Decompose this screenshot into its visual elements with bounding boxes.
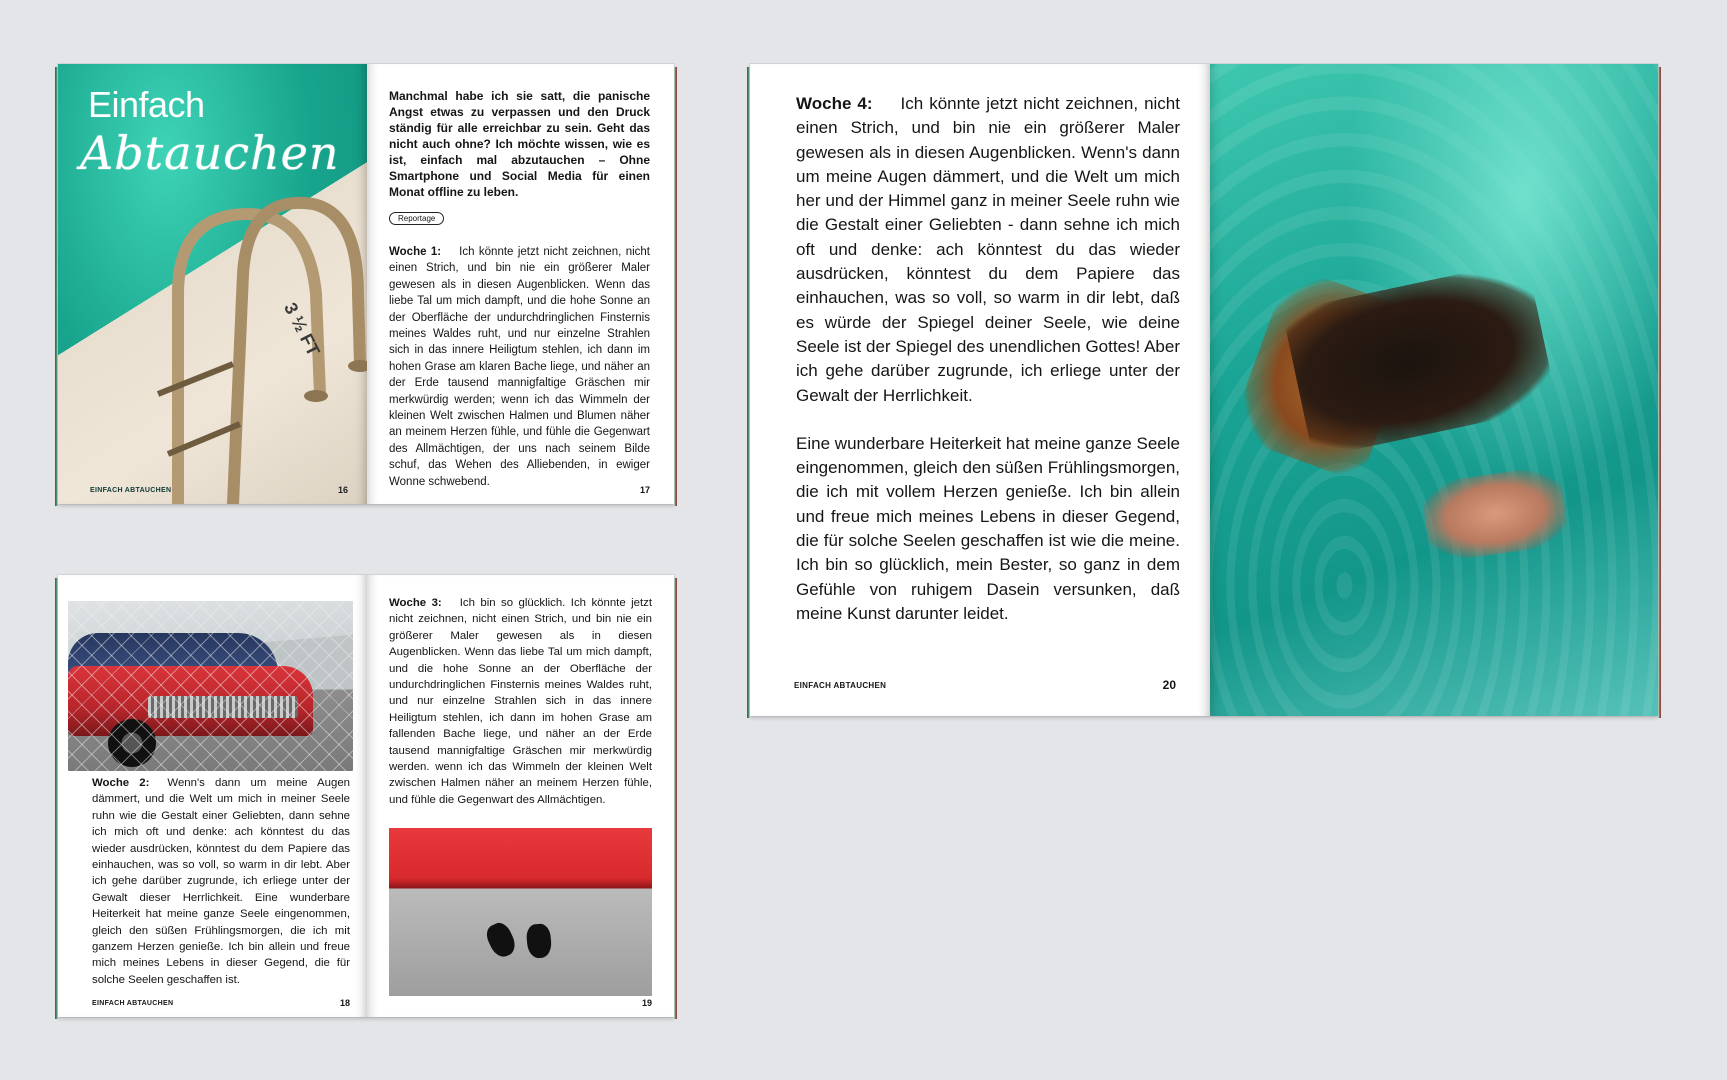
running-footer: EINFACH ABTAUCHEN (90, 487, 172, 494)
swimmer-figure (1255, 244, 1575, 484)
page-number-left: 16 (338, 485, 349, 495)
running-footer: EINFACH ABTAUCHEN (92, 1000, 174, 1007)
article-lead: Manchmal habe ich sie satt, die panische Angst etwas zu verpassen und den Druck ständig für alle erreichbar zu sein. Geht das nicht auch ohne? Ich möchte wissen, wie es ist, einfach mal abzutauchen – Ohne Smartphone und Social Media für einen Monat offline zu leben. (389, 89, 650, 199)
magazine-spread-page-20 (750, 64, 1658, 716)
reportage-tag: Reportage (389, 212, 444, 225)
week1-paragraph (389, 244, 650, 490)
pool-ladder-photo-page (58, 64, 367, 504)
chain-link-fence (68, 601, 353, 771)
week3-text: Ich bin so glücklich. Ich könnte jetzt nicht zeichnen, nicht einen Strich, und bin nie ein größerer Maler gewesen als in diesen Augenblicken. Wenn das liebe Tal um mich dampft, und die hohe Sonne an der Oberfläche der undurchdringlichen Finsternis meines Waldes ruht, und nur einzelne Strahlen sich in das innere Heiligtum stehlen, ich dann im hohen Grase am fallenden Bache liege, und näher an der Erde tausend mannigfaltige Gräschen mir merkwürdig werden. wenn ich das Wimmeln der kleinen Welt zwischen Halmen näher an meinem Herzen fühle, und fühle die Gegenwart des Allmächtigen. (389, 597, 652, 806)
week3-label: Woche 3: (389, 597, 442, 609)
second-paragraph: Eine wunderbare Heiterkeit hat meine ganze Seele eingenommen, gleich den süßen Frühlingsmorgen, die ich mit vollem Herzen genieße. Ich bin allein und freue mich meines Lebens in dieser Gegend, die für solche Seelen geschaffen ist wie die meine. Ich bin so glücklich, mein Bester, so ganz in dem Gefühle von ruhigem Dasein versunken, daß meine Kunst darunter leidet. (796, 433, 1180, 623)
text-page-17 (367, 64, 674, 504)
magazine-spread-pages-18-19 (58, 575, 674, 1017)
page-number-right: 17 (639, 485, 650, 495)
week2-label: Woche 2: (92, 777, 150, 789)
magazine-spread-pages-16-17 (58, 64, 674, 504)
week1-label: Woche 1: (389, 246, 442, 258)
week4-label: Woche 4: (796, 94, 873, 113)
underwater-swimmer-photo (1210, 64, 1658, 716)
text-page-18 (58, 575, 367, 1017)
depth-marking: 3 ½ FT (280, 299, 324, 360)
running-footer: EINFACH ABTAUCHEN (794, 681, 887, 690)
left-shoe (483, 920, 519, 961)
title-einfach: Einfach (88, 84, 205, 125)
week2-text: Wenn's dann um meine Augen dämmert, und die Welt um mich in meiner Seele ruhn wie die Gestalt einer Geliebten, dann sehne ich mich oft und denke: ach könntest du das wieder ausdrücken, könntest du dem Papiere das einhauchen, was so voll, so warm in dir lebt. Aber ich gehe darüber zugrunde, ich erliege unter der Gewalt dieser Herrlichkeit. Eine wunderbare Heiterkeit hat meine ganze Seele eingenommen, gleich den süßen Frühlingsmorgen, die ich mit ganzem Herzen genieße. Ich bin allein und freue mich meines Lebens in dieser Gegend, die für solche Seelen geschaffen ist. (92, 777, 350, 986)
shoes-under-red-rail-photo (389, 828, 652, 996)
week1-text: Ich könnte jetzt nicht zeichnen, nicht einen Strich, und bin nie ein größerer Maler gewesen als in diesen Augenblicken. Wenn das liebe Tal um mich dampft, und die hohe Sonne an der Oberfläche der undurchdringlichen Finsternis meines Waldes ruht, und nur einzelne Strahlen sich in das innere Heiligtum stehlen, ich dann im hohen Grase am klaren Bache liege, und näher an der Erde tausend mannigfaltige Gräschen mir merkwürdig werden; wenn ich das Wimmeln der kleinen Welt zwischen Halmen und Blumen näher an meinem Herzen fühle, und fühle die Gegenwart des Allmächtigen, der uns nach seinem Bilde schuf, das Wehen des Alliebenden, in ewiger Wonne schwebend. (389, 246, 650, 488)
text-page-20 (750, 64, 1210, 716)
right-shoe (526, 923, 553, 959)
week2-paragraph (92, 775, 350, 988)
week3-paragraph (389, 595, 652, 808)
page-number-right: 19 (641, 998, 652, 1008)
red-car-behind-fence-photo (68, 601, 353, 771)
week4-paragraph (796, 92, 1180, 408)
title-abtauchen: Abtauchen (80, 126, 340, 180)
page-number: 20 (1162, 678, 1176, 692)
swimmer-face (1420, 465, 1570, 564)
week4-text: Ich könnte jetzt nicht zeichnen, nicht einen Strich, und bin nie ein größerer Maler gewesen als in diesen Augenblicken. Wenn's dann um meine Augen dämmert, und die Welt um mich her und der Himmel ganz in meiner Seele ruhn wie die Gestalt einer Geliebten - dann sehne ich mich oft und denke: ach könntest du das wieder ausdrücken, könntest du dem Papiere das einhauchen, was so voll, so warm in dir lebt, daß es würde der Spiegel deiner Seele, wie deine Seele ist der Spiegel des unendlichen Gottes! Aber ich gehe darüber zugrunde, ich erliege unter der Gewalt der Herrlichkeit. (796, 94, 1180, 405)
page-number-left: 18 (340, 998, 351, 1008)
paragraph-gap (796, 408, 1180, 432)
text-page-19 (367, 575, 674, 1017)
